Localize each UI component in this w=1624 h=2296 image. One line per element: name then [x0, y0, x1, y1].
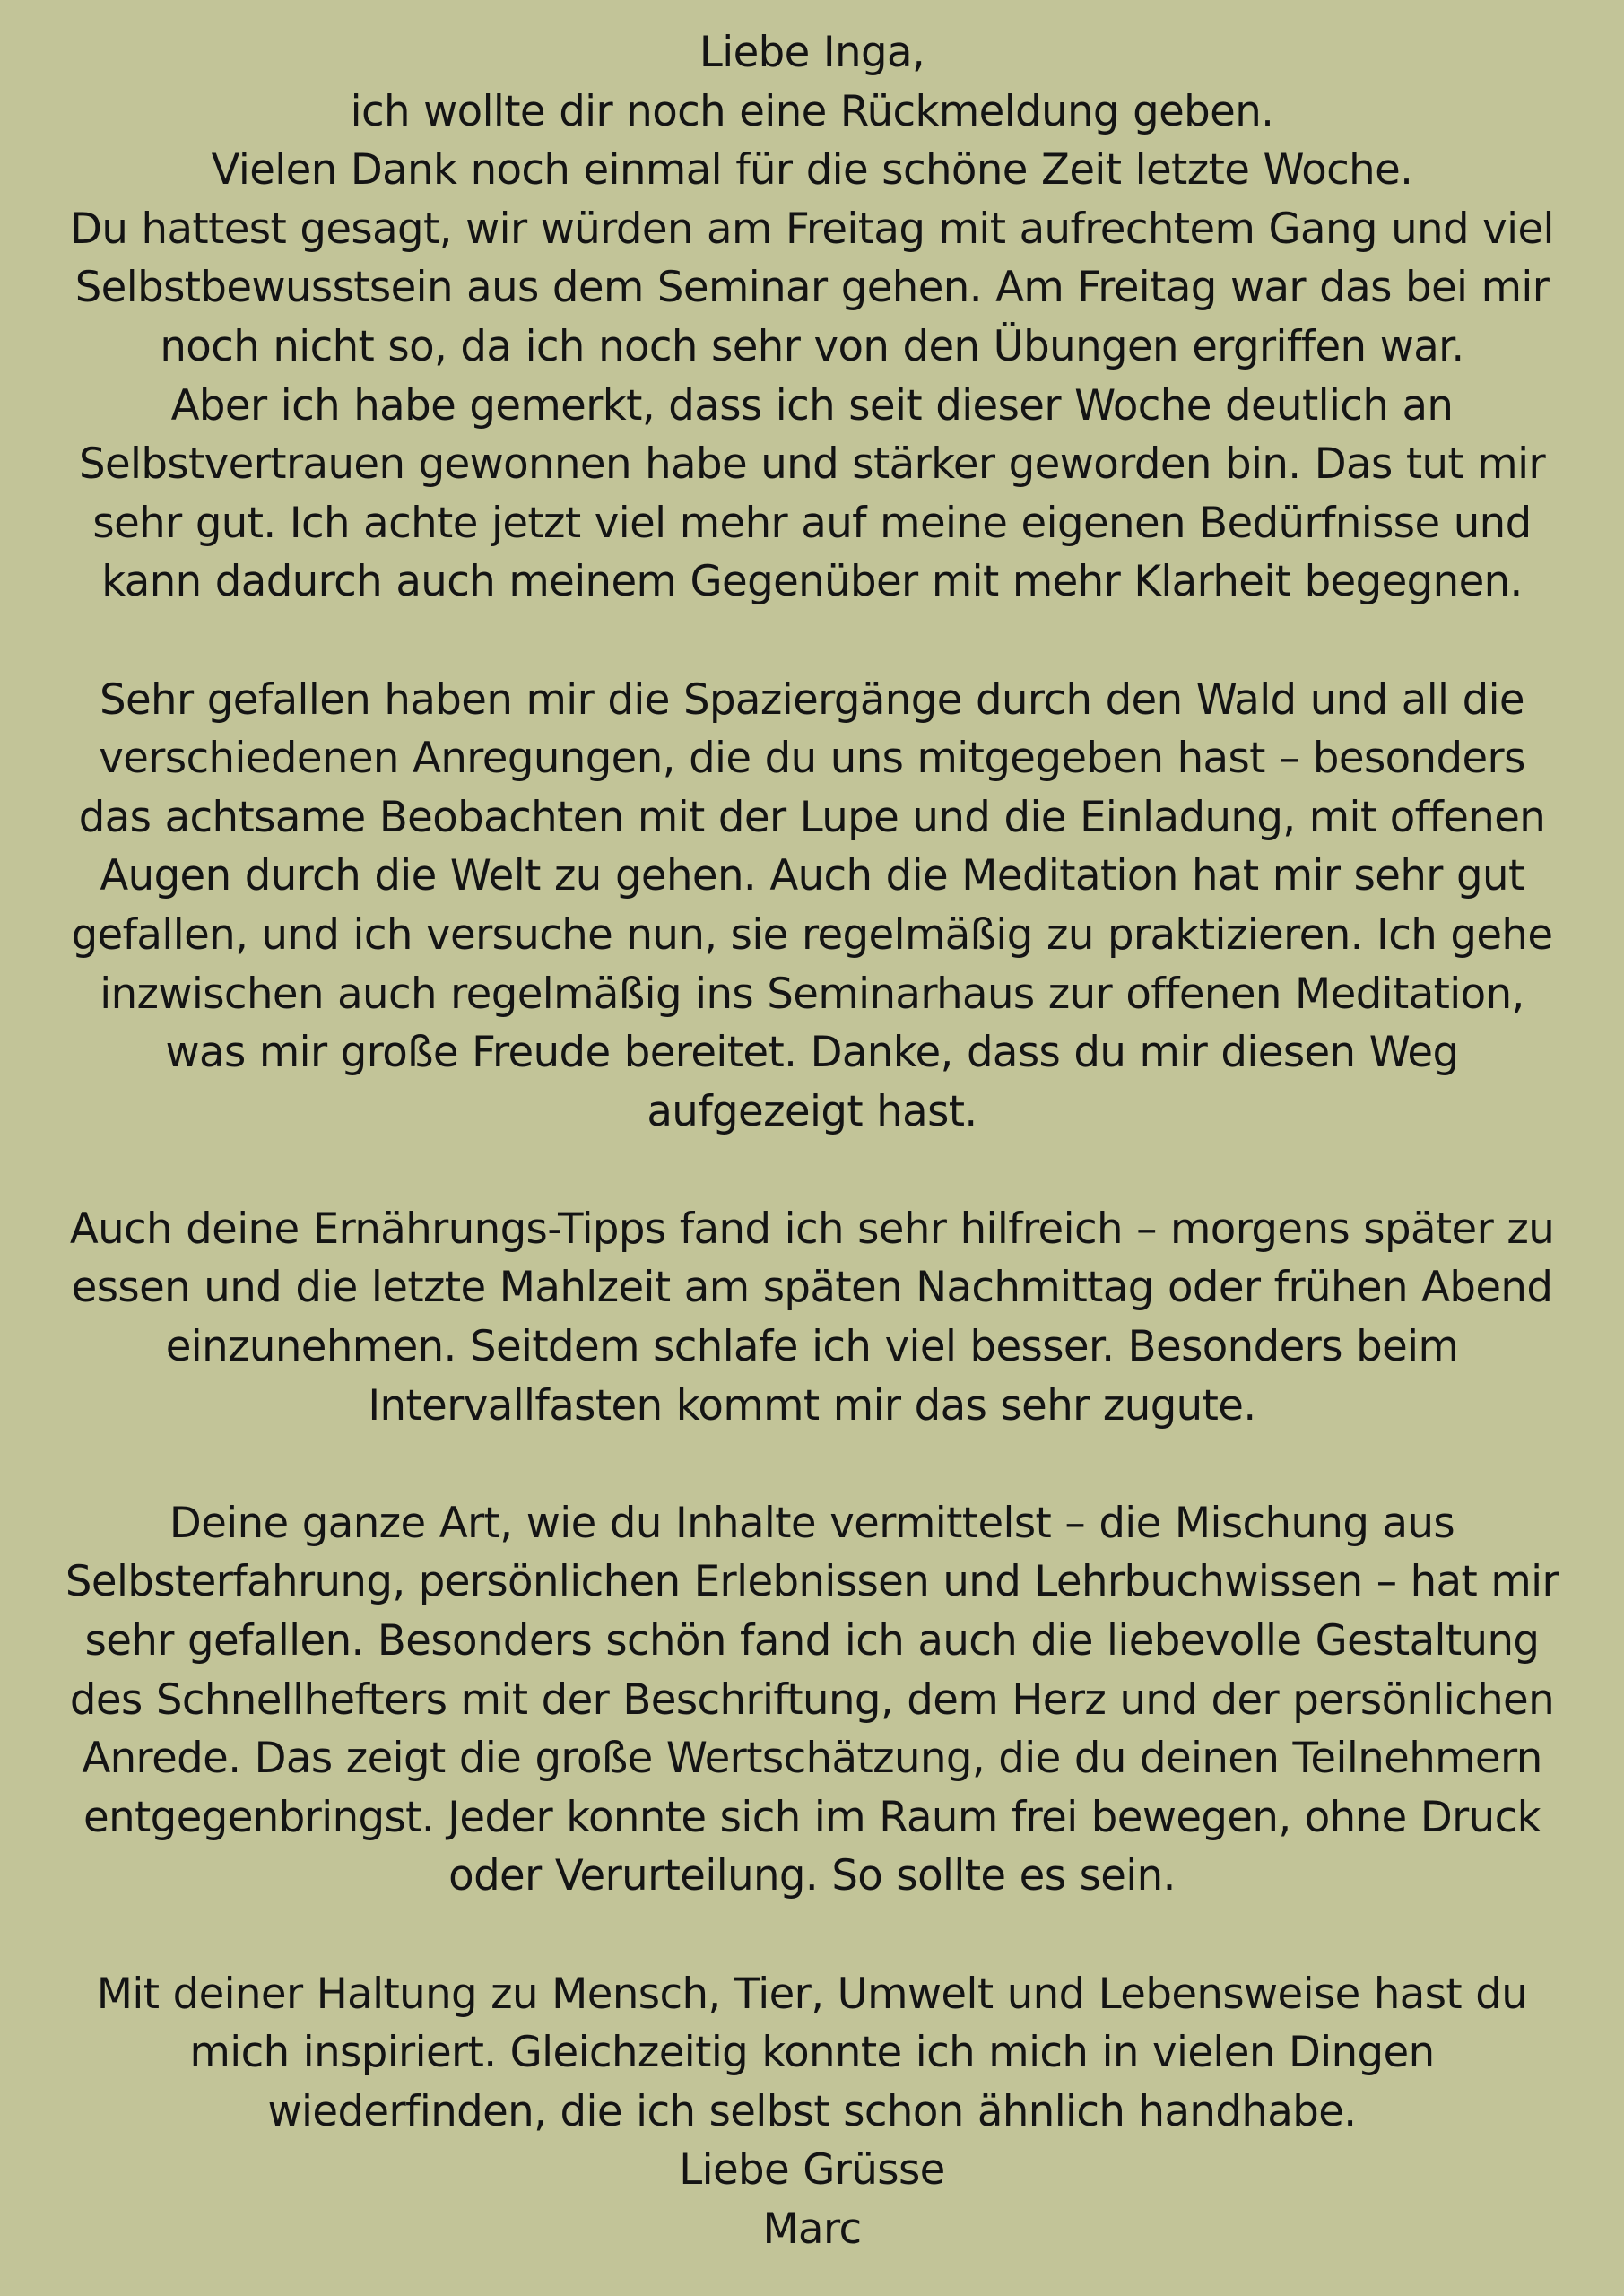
letter-line: was mir große Freude bereitet. Danke, dass du mir diesen Weg [165, 1028, 1459, 1078]
letter-line: sehr gefallen. Besonders schön fand ich auch die liebevolle Gestaltung [84, 1616, 1540, 1666]
paragraph-spacer [0, 1141, 1624, 1200]
paragraph-spacer [0, 612, 1624, 671]
letter-line: inzwischen auch regelmäßig ins Seminarhaus zur offenen Meditation, [100, 969, 1524, 1019]
letter-line: Du hattest gesagt, wir würden am Freitag mit aufrechtem Gang und viel [70, 204, 1554, 254]
letter-line: Vielen Dank noch einmal für die schöne Zeit letzte Woche. [211, 145, 1413, 196]
letter-line: verschiedenen Anregungen, die du uns mitgegeben hast – besonders [99, 734, 1525, 784]
letter-line: das achtsame Beobachten mit der Lupe und die Einladung, mit offenen [78, 792, 1546, 842]
letter-line: mich inspiriert. Gleichzeitig konnte ich mich in vielen Dingen [189, 2028, 1435, 2078]
letter-line: Selbstbewusstsein aus dem Seminar gehen. Am Freitag war das bei mir [74, 263, 1550, 313]
letter-line: des Schnellhefters mit der Beschriftung, dem Herz und der persönlichen [69, 1674, 1555, 1725]
letter-line: Mit deiner Haltung zu Mensch, Tier, Umwelt und Lebensweise hast du [96, 1969, 1528, 2019]
letter-paragraph-2 [0, 671, 1624, 1142]
letter-line: kann dadurch auch meinem Gegenüber mit mehr Klarheit begegnen. [101, 557, 1523, 607]
letter-paragraph-4 [0, 1494, 1624, 1906]
letter-line: Aber ich habe gemerkt, dass ich seit dieser Woche deutlich an [170, 380, 1454, 430]
letter-line: oder Verurteilung. So sollte es sein. [448, 1851, 1176, 1901]
letter-greeting: Liebe Inga, [699, 28, 925, 77]
letter-line: ich wollte dir noch eine Rückmeldung geben. [350, 86, 1274, 136]
letter-line: entgegenbringst. Jeder konnte sich im Raum frei bewegen, ohne Druck [83, 1792, 1541, 1842]
letter-line: einzunehmen. Seitdem schlafe ich viel besser. Besonders beim [165, 1322, 1459, 1372]
letter-closing: Liebe Grüsse [679, 2145, 945, 2196]
letter-line: Intervallfasten kommt mir das sehr zugute. [368, 1380, 1256, 1431]
letter-paragraph-1 [0, 83, 1624, 612]
letter-line: wiederfinden, die ich selbst schon ähnlich handhabe. [267, 2086, 1357, 2136]
letter-line: Selbstvertrauen gewonnen habe und stärker geworden bin. Das tut mir [78, 439, 1546, 490]
paragraph-spacer [0, 1435, 1624, 1494]
paragraph-spacer [0, 1906, 1624, 1965]
letter-line: sehr gut. Ich achte jetzt viel mehr auf meine eigenen Bedürfnisse und [92, 498, 1532, 548]
letter-line: Augen durch die Welt zu gehen. Auch die Meditation hat mir sehr gut [100, 851, 1524, 901]
letter-line: Anrede. Das zeigt die große Wertschätzung, die du deinen Teilnehmern [82, 1734, 1542, 1784]
letter-line: Sehr gefallen haben mir die Spaziergänge durch den Wald und all die [99, 674, 1525, 725]
letter-line: Deine ganze Art, wie du Inhalte vermittelst – die Mischung aus [169, 1498, 1455, 1548]
letter-line: aufgezeigt hast. [647, 1086, 977, 1136]
letter-line: noch nicht so, da ich noch sehr von den Übungen ergriffen war. [160, 321, 1464, 371]
letter-line: Selbsterfahrung, persönlichen Erlebnissen und Lehrbuchwissen – hat mir [65, 1557, 1559, 1607]
letter-signature: Marc [762, 2204, 862, 2254]
letter-line: essen und die letzte Mahlzeit am späten Nachmittag oder frühen Abend [71, 1263, 1553, 1313]
letter-paragraph-3 [0, 1200, 1624, 1435]
letter-paragraph-5 [0, 1965, 1624, 2142]
letter-line: gefallen, und ich versuche nun, sie regelmäßig zu praktizieren. Ich gehe [71, 909, 1553, 960]
letter-line: Auch deine Ernährungs-Tipps fand ich sehr hilfreich – morgens später zu [69, 1204, 1555, 1254]
